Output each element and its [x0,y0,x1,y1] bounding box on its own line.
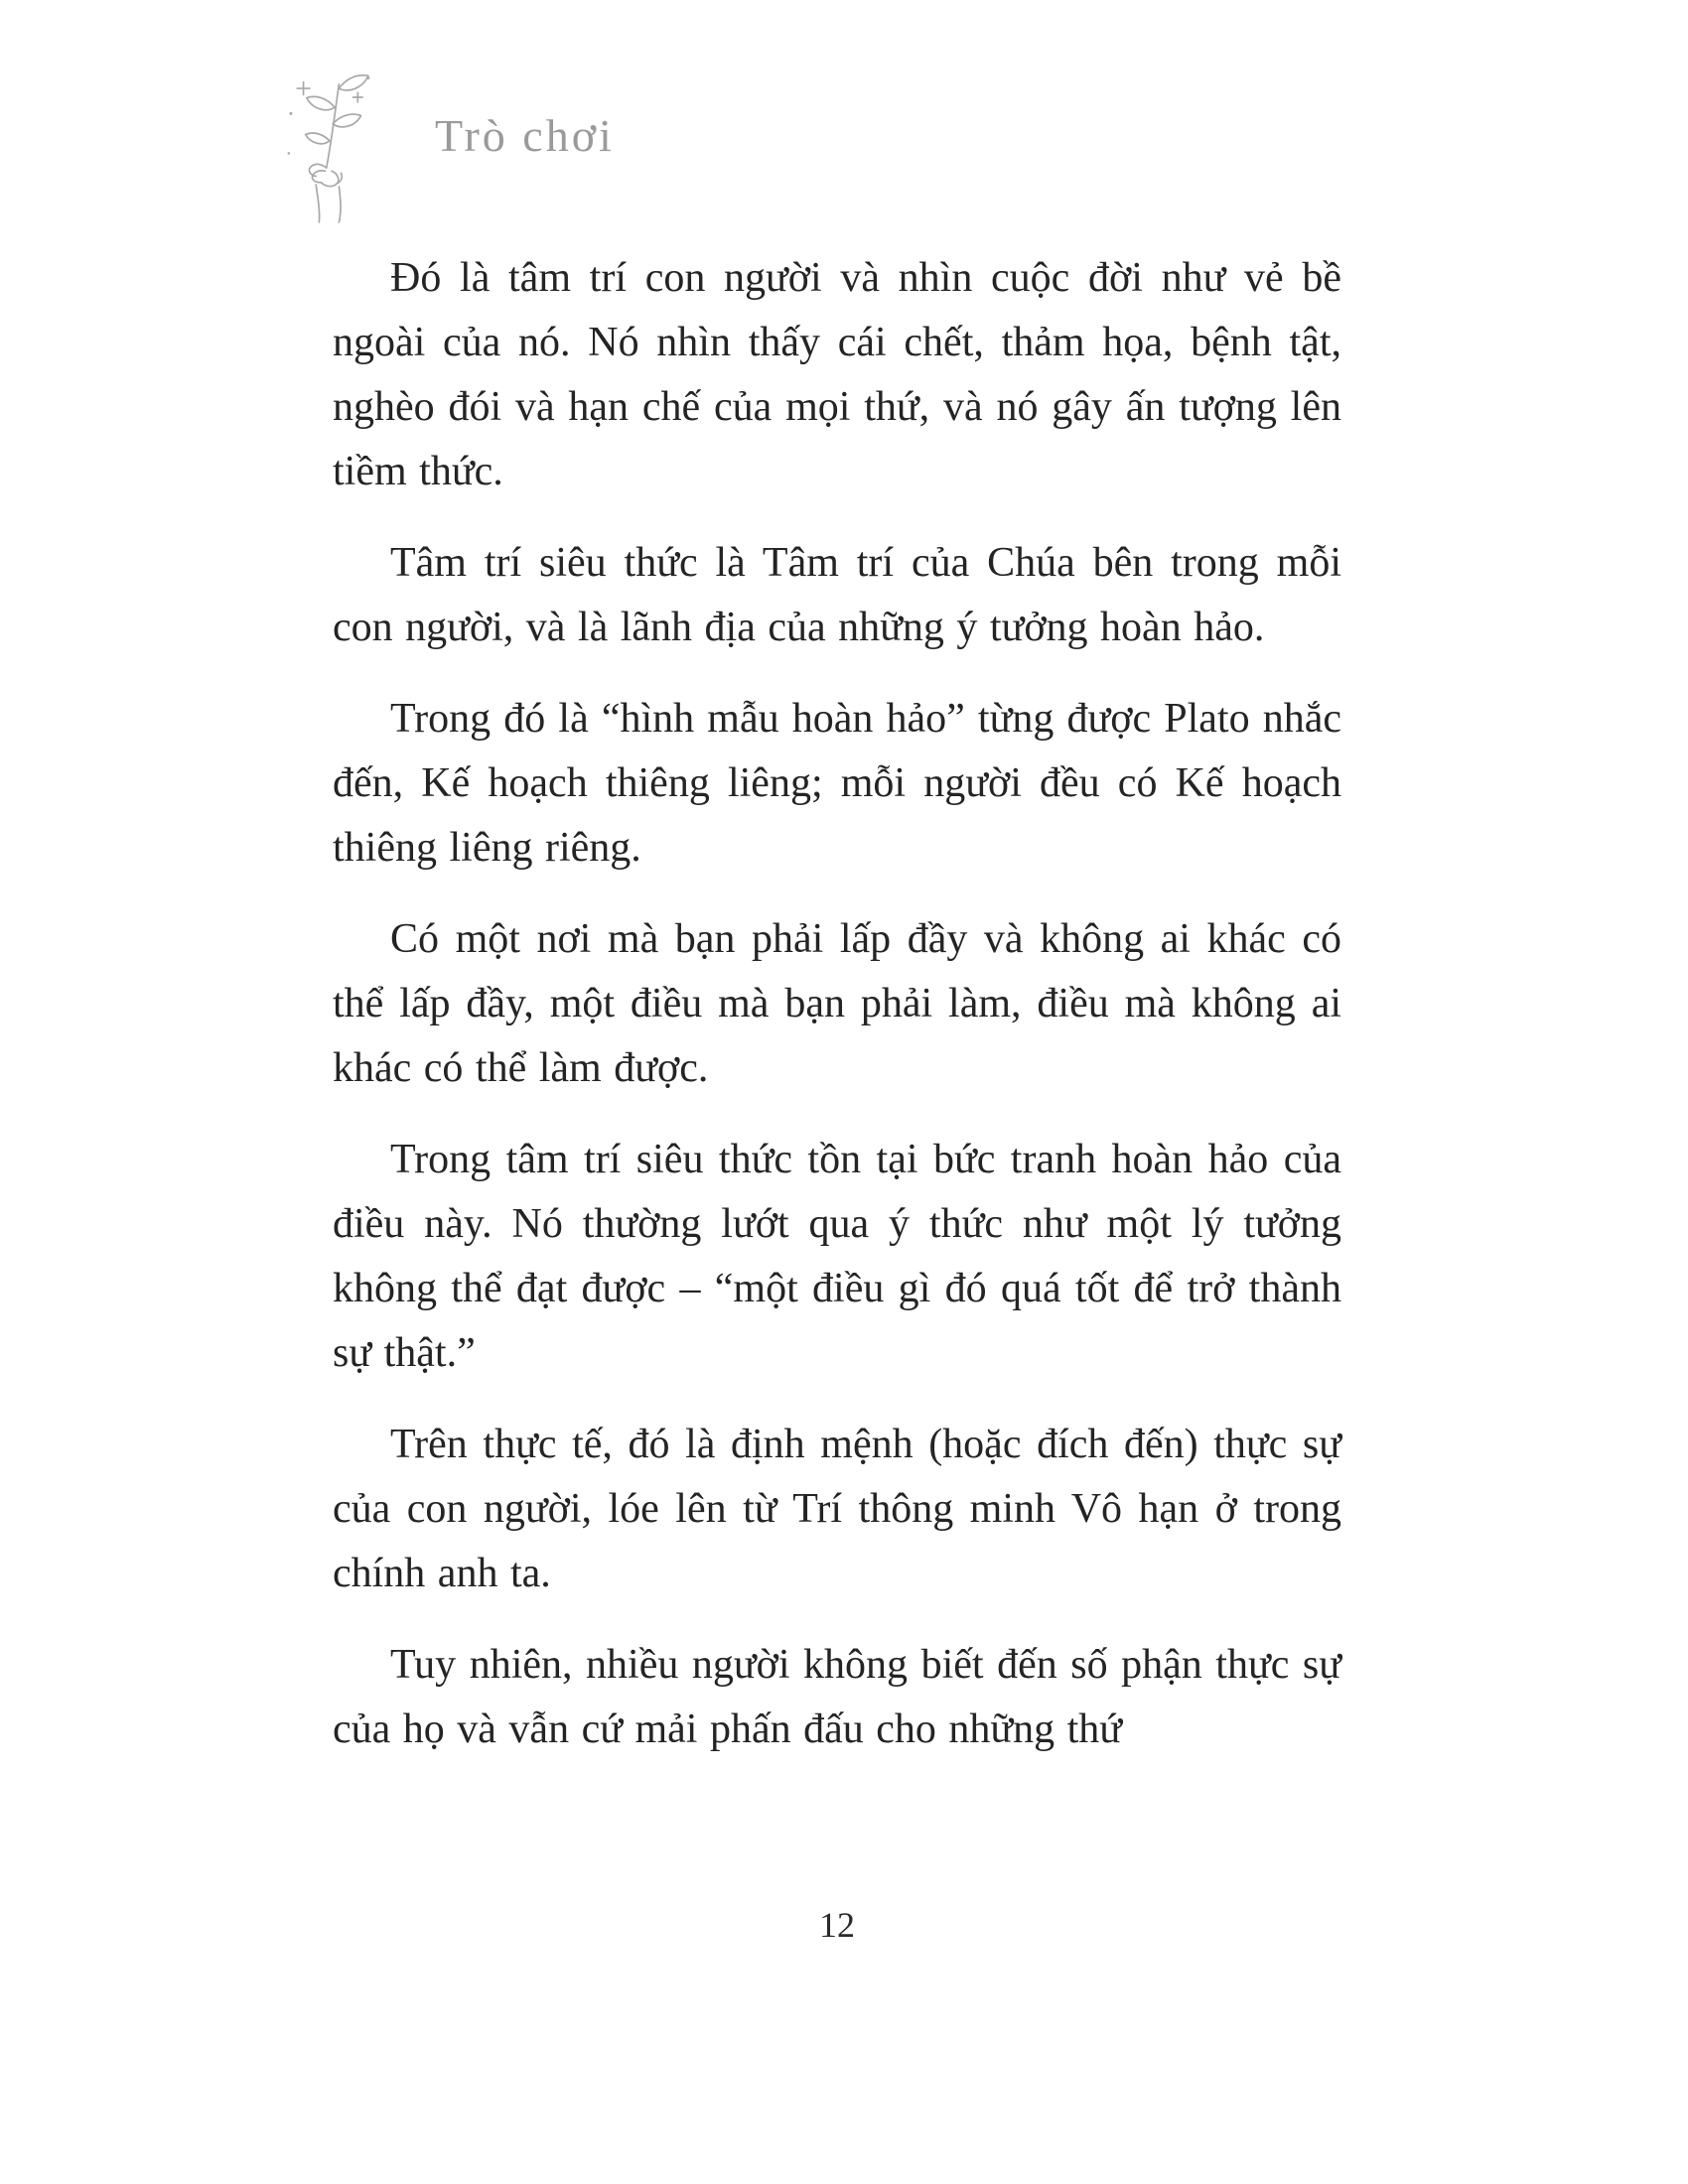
body-text [333,246,1341,1789]
paragraph: Đó là tâm trí con người và nhìn cuộc đời như vẻ bề ngoài của nó. Nó nhìn thấy cái chết, thảm họa, bệnh tật, nghèo đói và hạn chế của mọi thứ, và nó gây ấn tượng lên tiềm thức. [333,255,1341,494]
paragraph: Trong tâm trí siêu thức tồn tại bức tranh hoàn hảo của điều này. Nó thường lướt qua ý thức như một lý tưởng không thể đạt được – “một điều gì đó quá tốt để trở thành sự thật.” [333,1137,1341,1376]
running-header-title: Trò chơi [435,110,615,161]
paragraph: Tuy nhiên, nhiều người không biết đến số phận thực sự của họ và vẫn cứ mải phấn đấu cho những thứ [333,1642,1341,1752]
paragraph: Tâm trí siêu thức là Tâm trí của Chúa bên trong mỗi con người, và là lãnh địa của những ý tưởng hoàn hảo. [333,540,1341,650]
paragraph: Trong đó là “hình mẫu hoàn hảo” từng được Plato nhắc đến, Kế hoạch thiêng liêng; mỗi người đều có Kế hoạch thiêng liêng riêng. [333,696,1341,871]
paragraph: Có một nơi mà bạn phải lấp đầy và không ai khác có thể lấp đầy, một điều mà bạn phải làm, điều mà không ai khác có thể làm được. [333,916,1341,1091]
paragraph: Trên thực tế, đó là định mệnh (hoặc đích đến) thực sự của con người, lóe lên từ Trí thông minh Vô hạn ở trong chính anh ta. [333,1422,1341,1596]
hand-leaf-logo-icon [270,68,393,224]
page-number: 12 [819,1905,855,1945]
running-header [270,68,615,224]
